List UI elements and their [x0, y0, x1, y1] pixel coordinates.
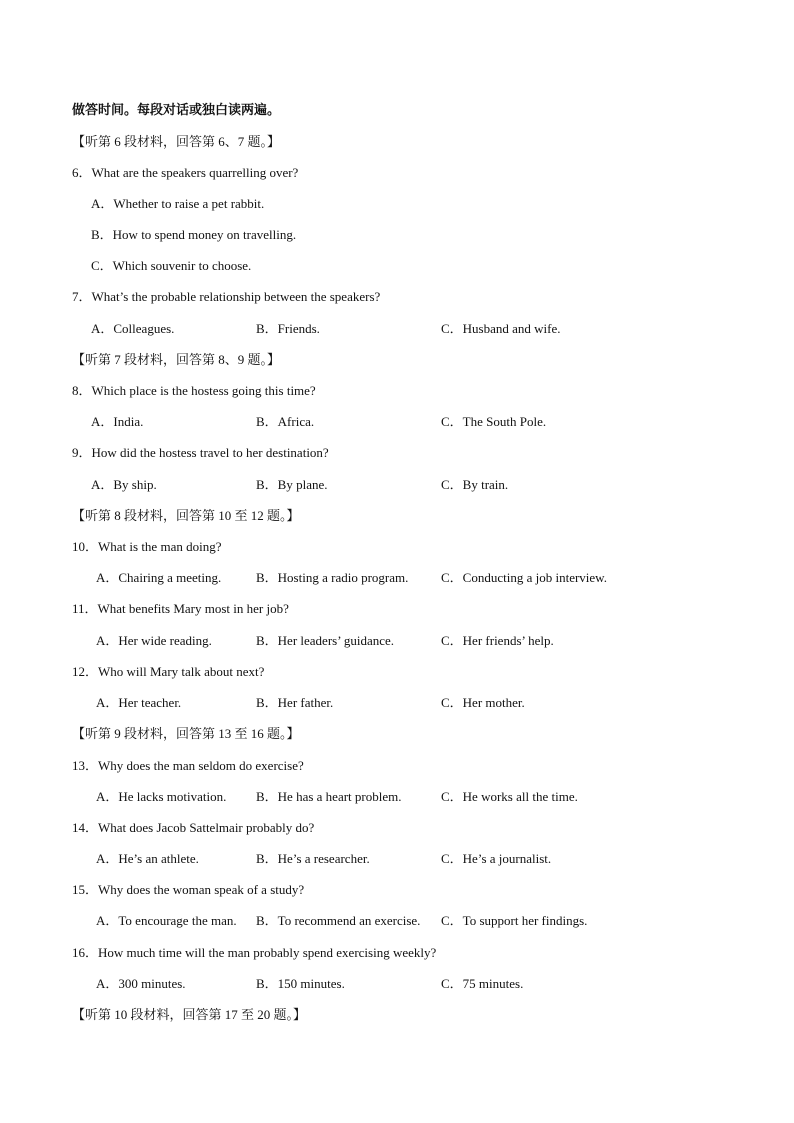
- option-b: B．By plane.: [256, 477, 328, 492]
- section-heading: 【听第 6 段材料，回答第 6、7 题。】: [72, 134, 281, 149]
- option-a: A．He lacks motivation.: [96, 789, 227, 804]
- option-c: C．Husband and wife.: [441, 321, 561, 336]
- question-stem: 10．What is the man doing?: [72, 539, 222, 554]
- instructions-text: 做答时间。每段对话或独白读两遍。: [72, 102, 281, 117]
- option-c: C．By train.: [441, 477, 509, 492]
- section-heading: 【听第 9 段材料，回答第 13 至 16 题。】: [72, 726, 300, 741]
- option-a: A．Whether to raise a pet rabbit.: [91, 196, 265, 211]
- option-c: C．Which souvenir to choose.: [91, 258, 252, 273]
- question-stem: 6．What are the speakers quarrelling over?: [72, 165, 299, 180]
- option-a: A．Chairing a meeting.: [96, 570, 222, 585]
- question-stem: 15．Why does the woman speak of a study?: [72, 882, 305, 897]
- option-c: C．He works all the time.: [441, 789, 578, 804]
- option-b: B．150 minutes.: [256, 976, 345, 991]
- question-stem: 14．What does Jacob Sattelmair probably do?: [72, 820, 315, 835]
- option-c: C．75 minutes.: [441, 976, 524, 991]
- option-a: A．He’s an athlete.: [96, 851, 199, 866]
- option-b: B．How to spend money on travelling.: [91, 227, 297, 242]
- option-a: A．Colleagues.: [91, 321, 175, 336]
- question-stem: 13．Why does the man seldom do exercise?: [72, 758, 304, 773]
- option-c: C．Her friends’ help.: [441, 633, 554, 648]
- option-b: B．He has a heart problem.: [256, 789, 402, 804]
- section-heading: 【听第 10 段材料，回答第 17 至 20 题。】: [72, 1007, 307, 1022]
- option-a: A．To encourage the man.: [96, 913, 237, 928]
- option-c: C．Her mother.: [441, 695, 525, 710]
- option-b: B．Friends.: [256, 321, 320, 336]
- question-stem: 12．Who will Mary talk about next?: [72, 664, 265, 679]
- option-b: B．Her father.: [256, 695, 334, 710]
- option-c: C．The South Pole.: [441, 414, 547, 429]
- question-stem: 8．Which place is the hostess going this time?: [72, 383, 316, 398]
- option-b: B．Africa.: [256, 414, 315, 429]
- question-stem: 9．How did the hostess travel to her destination?: [72, 445, 329, 460]
- option-b: B．He’s a researcher.: [256, 851, 370, 866]
- option-a: A．By ship.: [91, 477, 157, 492]
- option-a: A．300 minutes.: [96, 976, 186, 991]
- question-stem: 16．How much time will the man probably spend exercising weekly?: [72, 945, 437, 960]
- section-heading: 【听第 8 段材料，回答第 10 至 12 题。】: [72, 508, 300, 523]
- section-heading: 【听第 7 段材料，回答第 8、9 题。】: [72, 352, 281, 367]
- option-c: C．To support her findings.: [441, 913, 588, 928]
- question-stem: 11．What benefits Mary most in her job?: [72, 601, 289, 616]
- option-b: B．To recommend an exercise.: [256, 913, 421, 928]
- option-a: A．Her teacher.: [96, 695, 182, 710]
- question-stem: 7．What’s the probable relationship between the speakers?: [72, 289, 381, 304]
- option-b: B．Hosting a radio program.: [256, 570, 409, 585]
- option-b: B．Her leaders’ guidance.: [256, 633, 395, 648]
- option-c: C．Conducting a job interview.: [441, 570, 607, 585]
- option-c: C．He’s a journalist.: [441, 851, 552, 866]
- option-a: A．Her wide reading.: [96, 633, 212, 648]
- option-a: A．India.: [91, 414, 144, 429]
